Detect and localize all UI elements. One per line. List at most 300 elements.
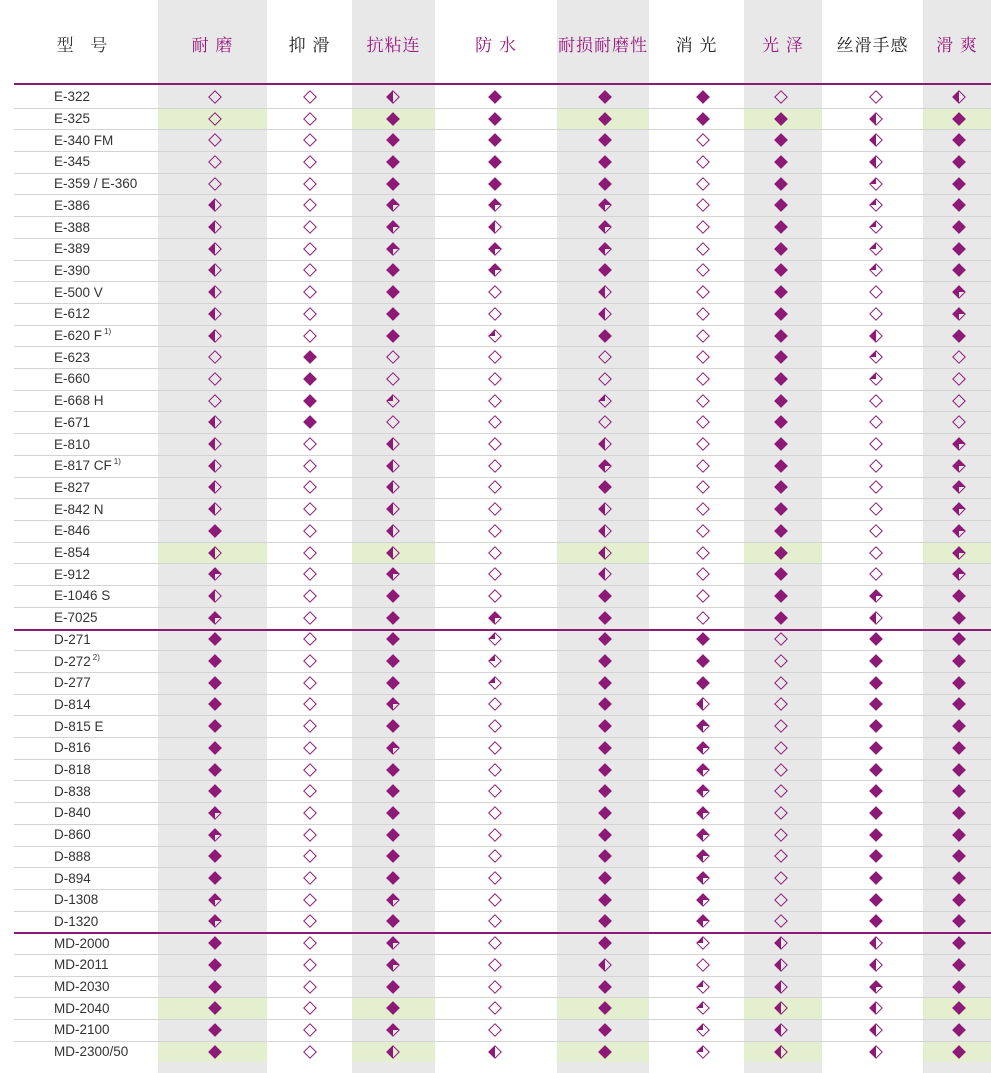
model-name	[54, 173, 137, 195]
rating-diamond-half-icon	[208, 480, 222, 494]
rating-diamond-full-icon	[952, 893, 966, 907]
rating-diamond-three-quarter-icon	[696, 741, 710, 755]
rating-diamond-quarter-icon	[696, 1023, 710, 1037]
rating-diamond-empty-icon	[208, 133, 222, 147]
rating-diamond-empty-icon	[696, 242, 710, 256]
rating-diamond-empty-icon	[696, 394, 710, 408]
rating-diamond-half-icon	[598, 502, 612, 516]
rating-diamond-empty-icon	[303, 980, 317, 994]
rating-diamond-full-icon	[386, 719, 400, 733]
rating-diamond-full-icon	[598, 155, 612, 169]
rating-diamond-quarter-icon	[696, 1045, 710, 1059]
rating-diamond-full-icon	[598, 611, 612, 625]
rating-diamond-three-quarter-icon	[386, 936, 400, 950]
rating-diamond-three-quarter-icon	[696, 893, 710, 907]
rating-diamond-quarter-icon	[869, 198, 883, 212]
rating-diamond-half-icon	[386, 502, 400, 516]
rating-diamond-quarter-icon	[869, 242, 883, 256]
rating-diamond-full-icon	[869, 806, 883, 820]
model-label: MD-2000	[54, 935, 110, 951]
rating-diamond-three-quarter-icon	[208, 806, 222, 820]
rating-diamond-empty-icon	[488, 546, 502, 560]
rating-diamond-half-icon	[869, 936, 883, 950]
rating-diamond-empty-icon	[488, 871, 502, 885]
model-label: MD-2100	[54, 1022, 110, 1038]
rating-diamond-full-icon	[774, 263, 788, 277]
rating-diamond-full-icon	[869, 893, 883, 907]
model-label: D-838	[54, 783, 91, 799]
row-divider	[14, 585, 991, 586]
rating-diamond-full-icon	[952, 112, 966, 126]
rating-diamond-empty-icon	[303, 806, 317, 820]
rating-diamond-full-icon	[598, 871, 612, 885]
model-label: E-388	[54, 219, 91, 235]
rating-diamond-full-icon	[386, 828, 400, 842]
rating-diamond-empty-icon	[696, 220, 710, 234]
row-divider	[14, 694, 991, 695]
rating-diamond-full-icon	[303, 372, 317, 386]
rating-diamond-empty-icon	[696, 958, 710, 972]
footnote-marker: 2)	[92, 652, 100, 662]
column-header-slip[interactable]: 滑 爽	[923, 4, 991, 82]
rating-diamond-full-icon	[598, 1001, 612, 1015]
model-name	[54, 108, 90, 130]
rating-diamond-empty-icon	[696, 263, 710, 277]
rating-diamond-full-icon	[386, 155, 400, 169]
rating-diamond-full-icon	[952, 958, 966, 972]
rating-diamond-half-icon	[952, 90, 966, 104]
column-header-abrasion[interactable]: 耐 磨	[158, 4, 267, 82]
rating-diamond-empty-icon	[869, 285, 883, 299]
rating-diamond-full-icon	[774, 480, 788, 494]
model-label: D-277	[54, 675, 91, 691]
model-name	[54, 997, 110, 1019]
rating-diamond-empty-icon	[488, 914, 502, 928]
rating-diamond-full-icon	[952, 741, 966, 755]
rating-diamond-full-icon	[598, 1045, 612, 1059]
rating-diamond-full-icon	[774, 546, 788, 560]
rating-diamond-empty-icon	[488, 828, 502, 842]
rating-diamond-quarter-icon	[598, 394, 612, 408]
rating-diamond-full-icon	[869, 914, 883, 928]
model-name	[54, 455, 121, 477]
rating-diamond-full-icon	[774, 177, 788, 191]
rating-diamond-empty-icon	[869, 480, 883, 494]
rating-diamond-full-icon	[774, 459, 788, 473]
model-label: E-1046 S	[54, 588, 111, 604]
rating-diamond-empty-icon	[869, 502, 883, 516]
rating-diamond-full-icon	[303, 415, 317, 429]
rating-diamond-full-icon	[488, 133, 502, 147]
rating-diamond-empty-icon	[303, 567, 317, 581]
rating-diamond-three-quarter-icon	[696, 871, 710, 885]
rating-diamond-full-icon	[598, 806, 612, 820]
model-name	[54, 802, 91, 824]
rating-diamond-full-icon	[952, 763, 966, 777]
model-name	[54, 477, 90, 499]
rating-diamond-empty-icon	[774, 849, 788, 863]
rating-diamond-half-icon	[386, 459, 400, 473]
column-header-gloss[interactable]: 光 泽	[744, 4, 822, 82]
rating-diamond-full-icon	[598, 980, 612, 994]
rating-diamond-empty-icon	[774, 654, 788, 668]
rating-diamond-empty-icon	[303, 697, 317, 711]
column-header-water[interactable]: 防 水	[435, 4, 557, 82]
rating-diamond-quarter-icon	[869, 350, 883, 364]
row-divider	[14, 824, 991, 825]
rating-diamond-full-icon	[952, 632, 966, 646]
rating-diamond-empty-icon	[488, 567, 502, 581]
rating-diamond-three-quarter-icon	[208, 893, 222, 907]
rating-diamond-empty-icon	[696, 307, 710, 321]
rating-diamond-full-icon	[952, 1023, 966, 1037]
rating-diamond-full-icon	[598, 893, 612, 907]
rating-diamond-empty-icon	[488, 415, 502, 429]
rating-diamond-empty-icon	[488, 285, 502, 299]
row-divider	[14, 477, 991, 478]
rating-diamond-full-icon	[774, 242, 788, 256]
rating-diamond-empty-icon	[208, 372, 222, 386]
model-name	[54, 607, 98, 629]
rating-diamond-full-icon	[869, 828, 883, 842]
rating-diamond-three-quarter-icon	[952, 524, 966, 538]
rating-diamond-empty-icon	[303, 329, 317, 343]
column-header-silky[interactable]: 丝滑手感	[822, 4, 923, 82]
rating-diamond-full-icon	[869, 871, 883, 885]
rating-diamond-half-icon	[208, 220, 222, 234]
rating-diamond-empty-icon	[303, 893, 317, 907]
rating-diamond-empty-icon	[774, 632, 788, 646]
row-divider	[14, 759, 991, 760]
rating-diamond-full-icon	[952, 589, 966, 603]
model-label: E-912	[54, 566, 91, 582]
rating-diamond-empty-icon	[696, 415, 710, 429]
model-label: E-322	[54, 89, 91, 105]
rating-diamond-three-quarter-icon	[952, 502, 966, 516]
model-name	[54, 86, 90, 108]
rating-diamond-full-icon	[598, 90, 612, 104]
rating-diamond-empty-icon	[488, 480, 502, 494]
model-label: E-389	[54, 241, 91, 257]
model-label: E-620 F	[54, 328, 103, 344]
rating-diamond-full-icon	[386, 871, 400, 885]
rating-diamond-three-quarter-icon	[696, 763, 710, 777]
rating-diamond-empty-icon	[774, 914, 788, 928]
group-separator	[14, 932, 991, 934]
rating-diamond-full-icon	[598, 849, 612, 863]
rating-diamond-full-icon	[952, 871, 966, 885]
rating-diamond-three-quarter-icon	[696, 784, 710, 798]
rating-diamond-empty-icon	[303, 285, 317, 299]
rating-diamond-empty-icon	[303, 654, 317, 668]
rating-diamond-empty-icon	[774, 697, 788, 711]
rating-diamond-half-icon	[869, 329, 883, 343]
rating-diamond-quarter-icon	[386, 394, 400, 408]
rating-diamond-full-icon	[208, 763, 222, 777]
rating-diamond-three-quarter-icon	[488, 611, 502, 625]
rating-diamond-full-icon	[386, 133, 400, 147]
rating-diamond-full-icon	[952, 198, 966, 212]
rating-diamond-quarter-icon	[696, 1001, 710, 1015]
rating-diamond-full-icon	[208, 1001, 222, 1015]
row-divider	[14, 216, 991, 217]
model-label: D-271	[54, 631, 91, 647]
model-label: E-340 FM	[54, 132, 114, 148]
rating-diamond-full-icon	[952, 242, 966, 256]
footnote-marker: 1)	[113, 457, 121, 467]
rating-diamond-full-icon	[386, 806, 400, 820]
rating-diamond-full-icon	[952, 914, 966, 928]
rating-diamond-full-icon	[208, 632, 222, 646]
model-label: E-660	[54, 371, 91, 387]
rating-diamond-empty-icon	[869, 546, 883, 560]
model-name	[54, 412, 90, 434]
row-divider	[14, 346, 991, 347]
row-divider	[14, 802, 991, 803]
rating-diamond-full-icon	[774, 589, 788, 603]
model-name	[54, 281, 103, 303]
model-name	[54, 932, 110, 954]
rating-diamond-quarter-icon	[696, 936, 710, 950]
rating-diamond-half-icon	[208, 415, 222, 429]
row-divider	[14, 607, 991, 608]
rating-diamond-full-icon	[598, 741, 612, 755]
rating-diamond-empty-icon	[488, 849, 502, 863]
rating-diamond-full-icon	[774, 350, 788, 364]
rating-diamond-full-icon	[386, 112, 400, 126]
rating-diamond-full-icon	[952, 611, 966, 625]
rating-diamond-full-icon	[869, 719, 883, 733]
rating-diamond-full-icon	[952, 263, 966, 277]
model-name	[54, 216, 90, 238]
rating-diamond-empty-icon	[303, 871, 317, 885]
rating-diamond-half-icon	[208, 263, 222, 277]
rating-diamond-half-icon	[869, 112, 883, 126]
rating-diamond-three-quarter-icon	[386, 741, 400, 755]
footnote-marker: 1)	[104, 327, 112, 337]
rating-diamond-empty-icon	[303, 546, 317, 560]
rating-diamond-full-icon	[598, 112, 612, 126]
rating-diamond-full-icon	[598, 763, 612, 777]
row-divider	[14, 889, 991, 890]
rating-diamond-empty-icon	[774, 893, 788, 907]
model-name	[54, 954, 109, 976]
rating-diamond-full-icon	[386, 329, 400, 343]
rating-diamond-full-icon	[598, 676, 612, 690]
rating-diamond-three-quarter-icon	[696, 849, 710, 863]
rating-diamond-full-icon	[869, 632, 883, 646]
rating-diamond-empty-icon	[303, 1023, 317, 1037]
model-name	[54, 563, 90, 585]
rating-diamond-empty-icon	[303, 524, 317, 538]
model-label: E-671	[54, 414, 91, 430]
model-label: D-1320	[54, 913, 99, 929]
rating-diamond-empty-icon	[303, 763, 317, 777]
rating-diamond-three-quarter-icon	[952, 567, 966, 581]
rating-diamond-full-icon	[774, 415, 788, 429]
rating-diamond-empty-icon	[869, 90, 883, 104]
rating-diamond-empty-icon	[869, 524, 883, 538]
rating-diamond-three-quarter-icon	[598, 242, 612, 256]
rating-diamond-empty-icon	[696, 480, 710, 494]
rating-diamond-half-icon	[598, 546, 612, 560]
rating-diamond-empty-icon	[303, 914, 317, 928]
rating-diamond-full-icon	[869, 763, 883, 777]
rating-diamond-empty-icon	[598, 415, 612, 429]
model-name	[54, 542, 90, 564]
rating-diamond-empty-icon	[952, 350, 966, 364]
rating-diamond-half-icon	[869, 1001, 883, 1015]
rating-diamond-three-quarter-icon	[952, 307, 966, 321]
rating-diamond-full-icon	[952, 1001, 966, 1015]
model-name	[54, 976, 110, 998]
rating-diamond-empty-icon	[303, 263, 317, 277]
group-separator	[14, 629, 991, 631]
rating-diamond-empty-icon	[696, 567, 710, 581]
rating-diamond-empty-icon	[696, 350, 710, 364]
row-divider	[14, 563, 991, 564]
rating-diamond-three-quarter-icon	[386, 893, 400, 907]
rating-diamond-full-icon	[488, 155, 502, 169]
model-name	[54, 780, 91, 802]
rating-diamond-empty-icon	[303, 849, 317, 863]
rating-diamond-full-icon	[598, 177, 612, 191]
row-divider	[14, 455, 991, 456]
row-divider	[14, 433, 991, 434]
rating-diamond-empty-icon	[869, 415, 883, 429]
rating-diamond-full-icon	[598, 719, 612, 733]
model-label: E-623	[54, 349, 91, 365]
model-label: E-668 H	[54, 393, 104, 409]
rating-diamond-full-icon	[598, 914, 612, 928]
row-divider	[14, 238, 991, 239]
rating-diamond-three-quarter-icon	[952, 546, 966, 560]
rating-diamond-empty-icon	[598, 350, 612, 364]
model-name	[54, 824, 91, 846]
model-name	[54, 629, 91, 651]
model-name	[54, 260, 90, 282]
rating-diamond-three-quarter-icon	[386, 697, 400, 711]
rating-diamond-full-icon	[598, 936, 612, 950]
rating-diamond-empty-icon	[488, 936, 502, 950]
model-label: MD-2030	[54, 979, 110, 995]
rating-diamond-three-quarter-icon	[386, 1023, 400, 1037]
model-name	[54, 672, 91, 694]
rating-diamond-empty-icon	[774, 763, 788, 777]
rating-diamond-empty-icon	[303, 90, 317, 104]
row-divider	[14, 325, 991, 326]
rating-diamond-empty-icon	[303, 784, 317, 798]
rating-diamond-empty-icon	[696, 502, 710, 516]
rating-diamond-empty-icon	[598, 372, 612, 386]
rating-diamond-empty-icon	[696, 611, 710, 625]
model-label: D-888	[54, 848, 91, 864]
rating-diamond-half-icon	[386, 90, 400, 104]
rating-diamond-empty-icon	[488, 763, 502, 777]
rating-diamond-full-icon	[774, 502, 788, 516]
rating-diamond-half-icon	[774, 980, 788, 994]
row-divider	[14, 911, 991, 912]
column-header-anti_block[interactable]: 抗粘连	[352, 4, 435, 82]
model-name	[54, 694, 91, 716]
rating-diamond-empty-icon	[774, 676, 788, 690]
rating-diamond-three-quarter-icon	[208, 611, 222, 625]
rating-diamond-empty-icon	[696, 589, 710, 603]
rating-diamond-full-icon	[696, 112, 710, 126]
model-label: D-860	[54, 827, 91, 843]
model-label: E-500 V	[54, 284, 103, 300]
model-name	[54, 151, 90, 173]
rating-diamond-full-icon	[952, 654, 966, 668]
rating-diamond-half-icon	[208, 437, 222, 451]
model-label: E-846	[54, 523, 91, 539]
rating-diamond-full-icon	[952, 849, 966, 863]
rating-diamond-empty-icon	[488, 893, 502, 907]
rating-diamond-full-icon	[696, 632, 710, 646]
rating-diamond-full-icon	[386, 1001, 400, 1015]
rating-diamond-empty-icon	[774, 871, 788, 885]
column-header-anti_slip[interactable]: 抑 滑	[267, 4, 352, 82]
rating-diamond-empty-icon	[952, 372, 966, 386]
rating-diamond-half-icon	[774, 936, 788, 950]
rating-diamond-half-icon	[774, 958, 788, 972]
model-name	[54, 520, 90, 542]
rating-diamond-full-icon	[208, 784, 222, 798]
model-label: E-854	[54, 545, 91, 561]
rating-diamond-full-icon	[598, 654, 612, 668]
model-name	[54, 325, 111, 347]
column-header-matting[interactable]: 消 光	[649, 4, 744, 82]
rating-diamond-empty-icon	[303, 133, 317, 147]
row-divider	[14, 368, 991, 369]
rating-diamond-empty-icon	[488, 459, 502, 473]
rating-diamond-quarter-icon	[869, 263, 883, 277]
rating-diamond-full-icon	[208, 849, 222, 863]
rating-diamond-full-icon	[696, 90, 710, 104]
rating-diamond-empty-icon	[774, 741, 788, 755]
rating-diamond-empty-icon	[303, 958, 317, 972]
rating-diamond-empty-icon	[488, 1001, 502, 1015]
rating-diamond-half-icon	[208, 502, 222, 516]
rating-diamond-three-quarter-icon	[696, 828, 710, 842]
rating-diamond-three-quarter-icon	[488, 263, 502, 277]
column-header-mar[interactable]: 耐损耐磨性	[557, 4, 649, 82]
rating-diamond-full-icon	[952, 719, 966, 733]
rating-diamond-empty-icon	[488, 806, 502, 820]
rating-diamond-empty-icon	[386, 372, 400, 386]
model-name	[54, 759, 91, 781]
row-divider	[14, 715, 991, 716]
rating-diamond-full-icon	[869, 784, 883, 798]
model-name	[54, 129, 113, 151]
rating-diamond-full-icon	[208, 741, 222, 755]
rating-diamond-empty-icon	[696, 459, 710, 473]
row-divider	[14, 303, 991, 304]
rating-diamond-full-icon	[774, 285, 788, 299]
rating-diamond-empty-icon	[303, 741, 317, 755]
rating-diamond-empty-icon	[303, 242, 317, 256]
rating-diamond-three-quarter-icon	[488, 242, 502, 256]
rating-diamond-full-icon	[952, 784, 966, 798]
rating-diamond-full-icon	[598, 480, 612, 494]
rating-diamond-full-icon	[774, 372, 788, 386]
model-label: E-810	[54, 436, 91, 452]
rating-diamond-empty-icon	[696, 546, 710, 560]
rating-diamond-quarter-icon	[869, 220, 883, 234]
row-divider	[14, 1019, 991, 1020]
model-label: E-827	[54, 479, 91, 495]
rating-diamond-quarter-icon	[488, 632, 502, 646]
